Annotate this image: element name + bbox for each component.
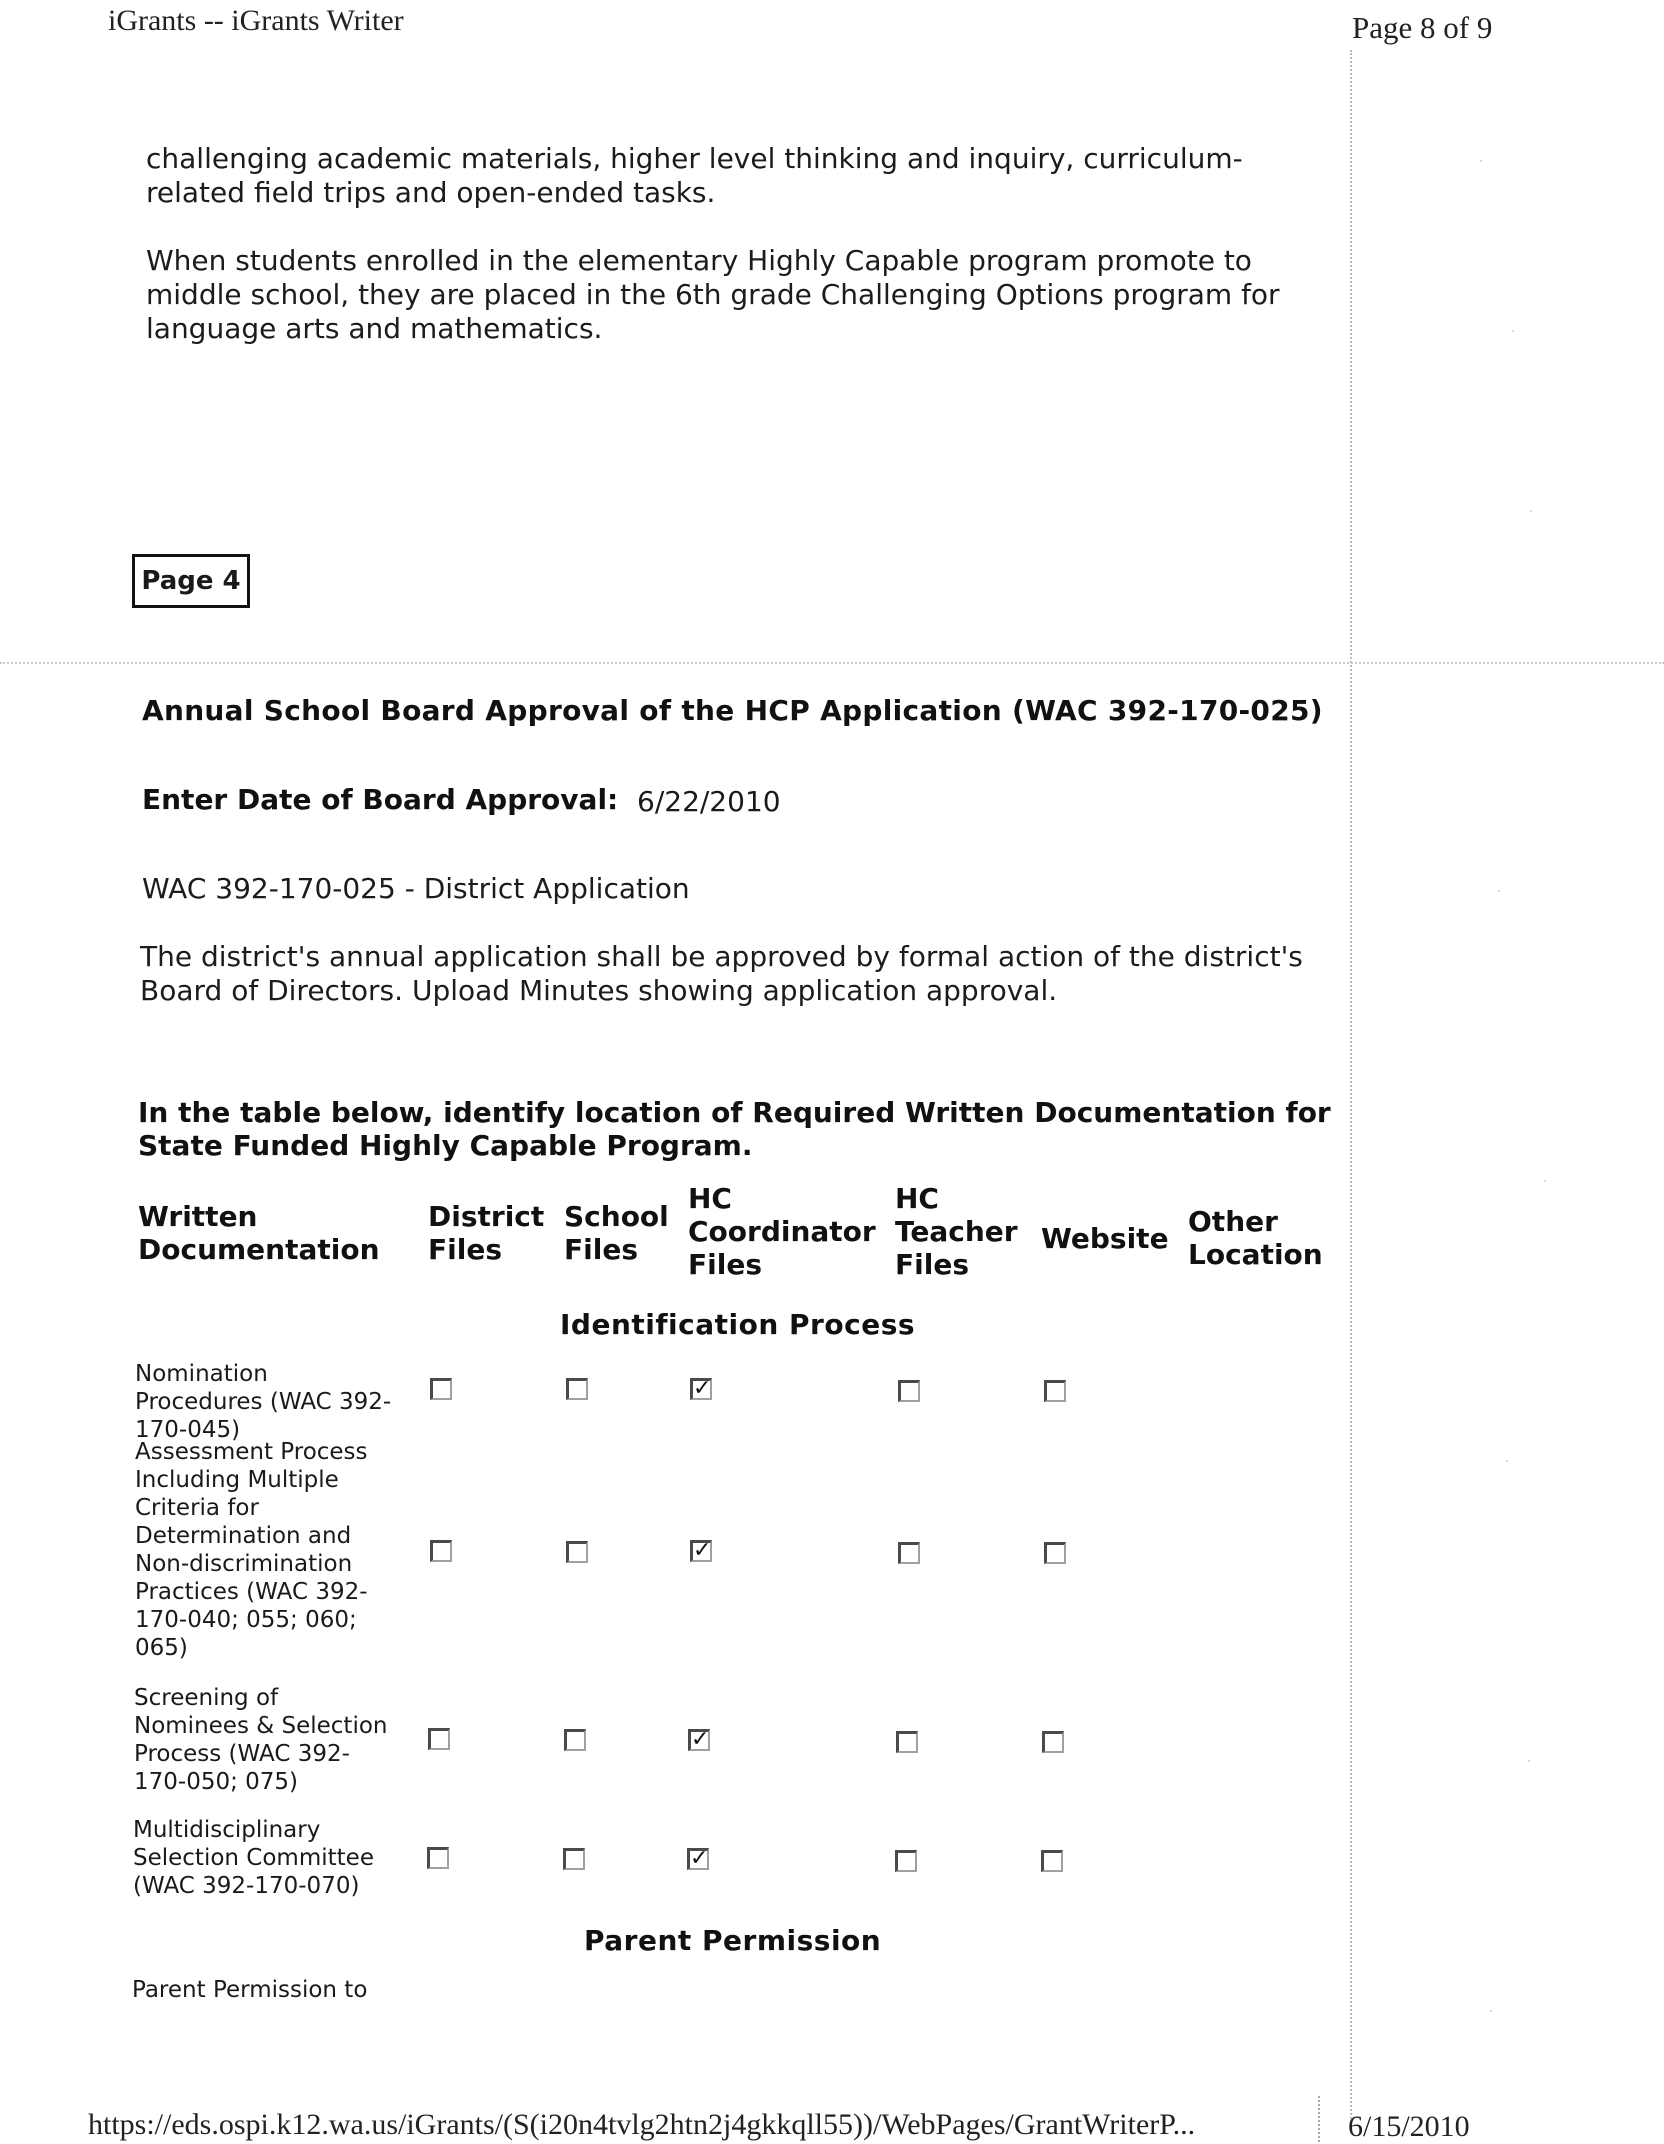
group-heading-parent-permission: Parent Permission [584, 1924, 882, 1957]
checkbox-committee-school[interactable] [563, 1848, 585, 1870]
intro-paragraph-continued: challenging academic materials, higher level thinking and inquiry, curriculum-related field trips and open-ended tasks. [146, 142, 1243, 209]
checkbox-assessment-district[interactable] [430, 1540, 452, 1562]
scan-speck [1544, 1180, 1546, 1182]
row-label-assessment-process: Assessment Process Including Multiple Criteria for Determination and Non-discrimination Practices (WAC 392-170-040; 055; 060; 065) [135, 1439, 368, 1661]
checkbox-screening-school[interactable] [564, 1729, 586, 1751]
checkbox-committee-website[interactable] [1041, 1850, 1063, 1872]
column-header-written-documentation: Written Documentation [138, 1200, 380, 1266]
checkbox-screening-hc-teacher[interactable] [896, 1731, 918, 1753]
section-title: Annual School Board Approval of the HCP Application (WAC 392-170-025) [142, 694, 1323, 727]
checkbox-committee-district[interactable] [427, 1847, 449, 1869]
scan-speck [1490, 2010, 1492, 2012]
checkbox-screening-hc-coordinator[interactable]: ✓ [688, 1729, 710, 1751]
row-label-parent-permission: Parent Permission to [132, 1977, 368, 2003]
checkbox-nomination-hc-coordinator[interactable]: ✓ [690, 1378, 712, 1400]
checkbox-nomination-school[interactable] [566, 1378, 588, 1400]
column-header-hc-teacher-files: HC Teacher Files [895, 1182, 1018, 1281]
checkbox-screening-district[interactable] [428, 1728, 450, 1750]
checkbox-nomination-hc-teacher[interactable] [898, 1380, 920, 1402]
row-label-nomination-procedures: Nomination Procedures (WAC 392-170-045) [135, 1361, 392, 1443]
wac-reference: WAC 392-170-025 - District Application [142, 872, 690, 905]
column-header-other-location: Other Location [1188, 1205, 1323, 1271]
middle-school-placement-paragraph: When students enrolled in the elementary Highly Capable program promote to middle school, they are placed in the 6th grade Challenging Options program for language arts and mathematics. [146, 244, 1280, 345]
checkbox-nomination-district[interactable] [430, 1378, 452, 1400]
header-title: iGrants -- iGrants Writer [108, 4, 404, 37]
scan-speck [1506, 1460, 1508, 1462]
footer-divider [1318, 2096, 1320, 2142]
scan-speck [1512, 330, 1514, 332]
table-intro: In the table below, identify location of Required Written Documentation for State Funded Highly Capable Program. [138, 1096, 1331, 1162]
approval-date-value: 6/22/2010 [637, 785, 781, 818]
scan-speck [1498, 890, 1500, 892]
approval-requirement-paragraph: The district's annual application shall be approved by formal action of the district's Board of Directors. Upload Minutes showing application approval. [140, 940, 1303, 1007]
approval-date-label: Enter Date of Board Approval: [142, 783, 619, 816]
scan-speck [1480, 160, 1482, 162]
column-header-district-files: District Files [428, 1200, 545, 1266]
checkbox-assessment-website[interactable] [1044, 1542, 1066, 1564]
checkbox-committee-hc-coordinator[interactable]: ✓ [687, 1848, 709, 1870]
scan-speck [1530, 510, 1532, 512]
checkbox-committee-hc-teacher[interactable] [895, 1850, 917, 1872]
checkbox-assessment-school[interactable] [566, 1541, 588, 1563]
checkbox-screening-website[interactable] [1042, 1731, 1064, 1753]
checkbox-assessment-hc-coordinator[interactable]: ✓ [690, 1540, 712, 1562]
footer-date: 6/15/2010 [1348, 2110, 1470, 2143]
column-header-hc-coordinator-files: HC Coordinator Files [688, 1182, 876, 1281]
footer-url: https://eds.ospi.k12.wa.us/iGrants/(S(i20n4tvlg2htn2j4gkkqll55))/WebPages/GrantWriterP... [88, 2108, 1196, 2141]
page-counter: Page 8 of 9 [1352, 10, 1493, 45]
column-header-school-files: School Files [564, 1200, 669, 1266]
page-badge: Page 4 [132, 554, 250, 608]
row-label-screening-of-nominees: Screening of Nominees & Selection Process (WAC 392-170-050; 075) [134, 1685, 388, 1795]
group-heading-identification-process: Identification Process [560, 1308, 916, 1341]
row-label-multidisciplinary-selection-committee: Multidisciplinary Selection Committee (WAC 392-170-070) [133, 1817, 374, 1899]
right-margin-divider [1350, 50, 1352, 2130]
column-header-website: Website [1041, 1222, 1169, 1255]
checkbox-assessment-hc-teacher[interactable] [898, 1542, 920, 1564]
checkbox-nomination-website[interactable] [1044, 1380, 1066, 1402]
scan-speck [1528, 1760, 1530, 1762]
page-break-divider [0, 662, 1664, 664]
